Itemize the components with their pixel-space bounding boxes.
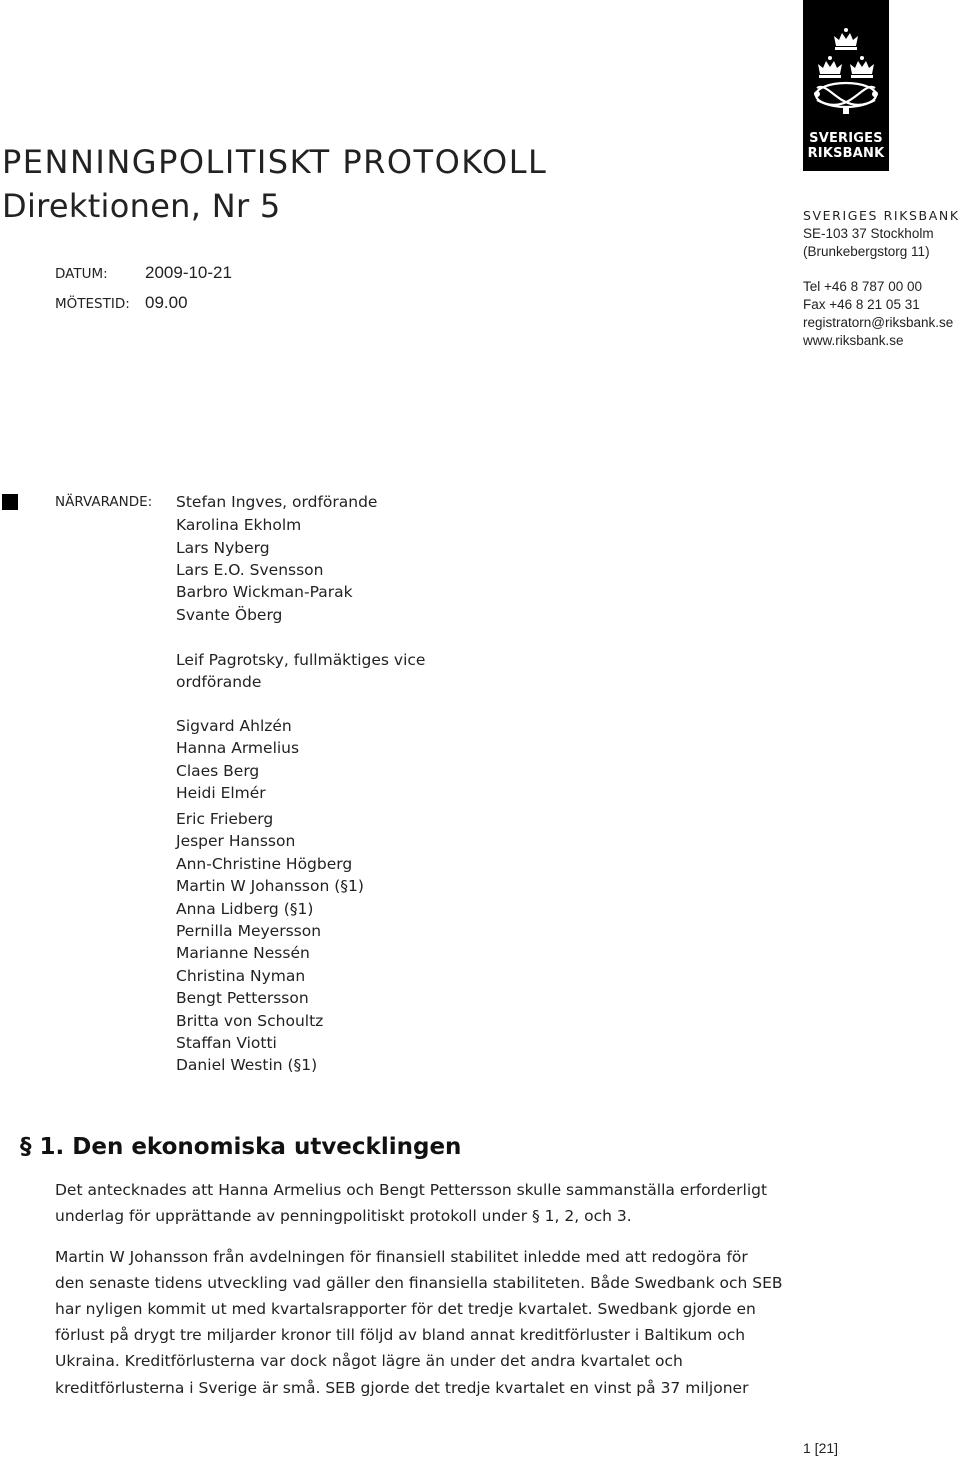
attendee-board: Stefan Ingves, ordförande xyxy=(176,493,378,511)
address-org: SVERIGES RIKSBANK xyxy=(803,208,960,223)
attendee-council: ordförande xyxy=(176,673,262,691)
paragraph-line: har nyligen kommit ut med kvartalsrapporter för det tredje kvartalet. Swedbank gjorde en xyxy=(55,1300,756,1318)
attendee-staff: Eric Frieberg xyxy=(176,810,274,828)
date-label: DATUM: xyxy=(55,266,108,282)
document-title: PENNINGPOLITISKT PROTOKOLL xyxy=(2,143,548,181)
attendee-staff: Christina Nyman xyxy=(176,967,306,985)
paragraph-line: kreditförlusterna i Sverige är små. SEB gjorde det tredje kvartalet en vinst på 37 miljoner xyxy=(55,1379,749,1397)
paragraph-line: Det antecknades att Hanna Armelius och Bengt Pettersson skulle sammanställa erforderligt xyxy=(55,1181,768,1199)
attendee-staff: Anna Lidberg (§1) xyxy=(176,900,314,918)
document-subtitle: Direktionen, Nr 5 xyxy=(2,187,281,225)
address-web: www.riksbank.se xyxy=(803,333,904,348)
attendee-staff: Hanna Armelius xyxy=(176,739,300,757)
attendee-staff: Daniel Westin (§1) xyxy=(176,1056,318,1074)
attendee-board: Barbro Wickman-Parak xyxy=(176,583,353,601)
attendee-staff: Marianne Nessén xyxy=(176,944,310,962)
attendee-staff: Ann-Christine Högberg xyxy=(176,855,353,873)
attendee-staff: Bengt Pettersson xyxy=(176,989,309,1007)
date-value: 2009-10-21 xyxy=(145,263,232,282)
attendee-staff: Britta von Schoultz xyxy=(176,1012,324,1030)
meeting-time-value: 09.00 xyxy=(145,293,188,312)
attendee-staff: Pernilla Meyersson xyxy=(176,922,322,940)
attendee-council: Leif Pagrotsky, fullmäktiges vice xyxy=(176,651,426,669)
attendee-board: Karolina Ekholm xyxy=(176,516,302,534)
logo-text-riksbank: RIKSBANK xyxy=(807,146,885,161)
attendee-staff: Martin W Johansson (§1) xyxy=(176,877,364,895)
page-number: 1 [21] xyxy=(803,1440,839,1456)
address-visiting: (Brunkebergstorg 11) xyxy=(803,244,930,259)
address-street: SE-103 37 Stockholm xyxy=(803,226,934,241)
attendee-board: Lars Nyberg xyxy=(176,539,270,557)
attendee-staff: Jesper Hansson xyxy=(176,832,296,850)
paragraph-line: den senaste tidens utveckling vad gäller den finansiella stabiliteten. Både Swedbank och SEB xyxy=(55,1274,783,1292)
attendees-label: NÄRVARANDE: xyxy=(55,494,153,510)
attendee-staff: Sigvard Ahlzén xyxy=(176,717,292,735)
paragraph-line: underlag för upprättande av penningpolitiskt protokoll under § 1, 2, och 3. xyxy=(55,1207,632,1225)
logo-text-sveriges: SVERIGES xyxy=(809,131,883,146)
attendee-board: Lars E.O. Svensson xyxy=(176,561,324,579)
section-marker xyxy=(2,494,18,510)
address-fax: Fax +46 8 21 05 31 xyxy=(803,297,920,312)
attendee-staff: Staffan Viotti xyxy=(176,1034,277,1052)
attendee-board: Svante Öberg xyxy=(176,606,283,624)
address-tel: Tel +46 8 787 00 00 xyxy=(803,279,922,294)
meeting-time-label: MÖTESTID: xyxy=(55,296,130,312)
paragraph-line: Ukraina. Kreditförlusterna var dock något lägre än under det andra kvartalet och xyxy=(55,1352,683,1370)
section-heading: § 1. Den ekonomiska utvecklingen xyxy=(20,1134,462,1160)
paragraph-line: förlust på drygt tre miljarder kronor till följd av bland annat kreditförluster i Baltikum och xyxy=(55,1326,746,1344)
riksbank-logo xyxy=(803,0,889,171)
crown-emblem-icon xyxy=(803,0,889,128)
paragraph-line: Martin W Johansson från avdelningen för finansiell stabilitet inledde med att redogöra för xyxy=(55,1248,748,1266)
attendee-staff: Claes Berg xyxy=(176,762,260,780)
attendee-staff: Heidi Elmér xyxy=(176,784,266,802)
address-email: registratorn@riksbank.se xyxy=(803,315,954,330)
